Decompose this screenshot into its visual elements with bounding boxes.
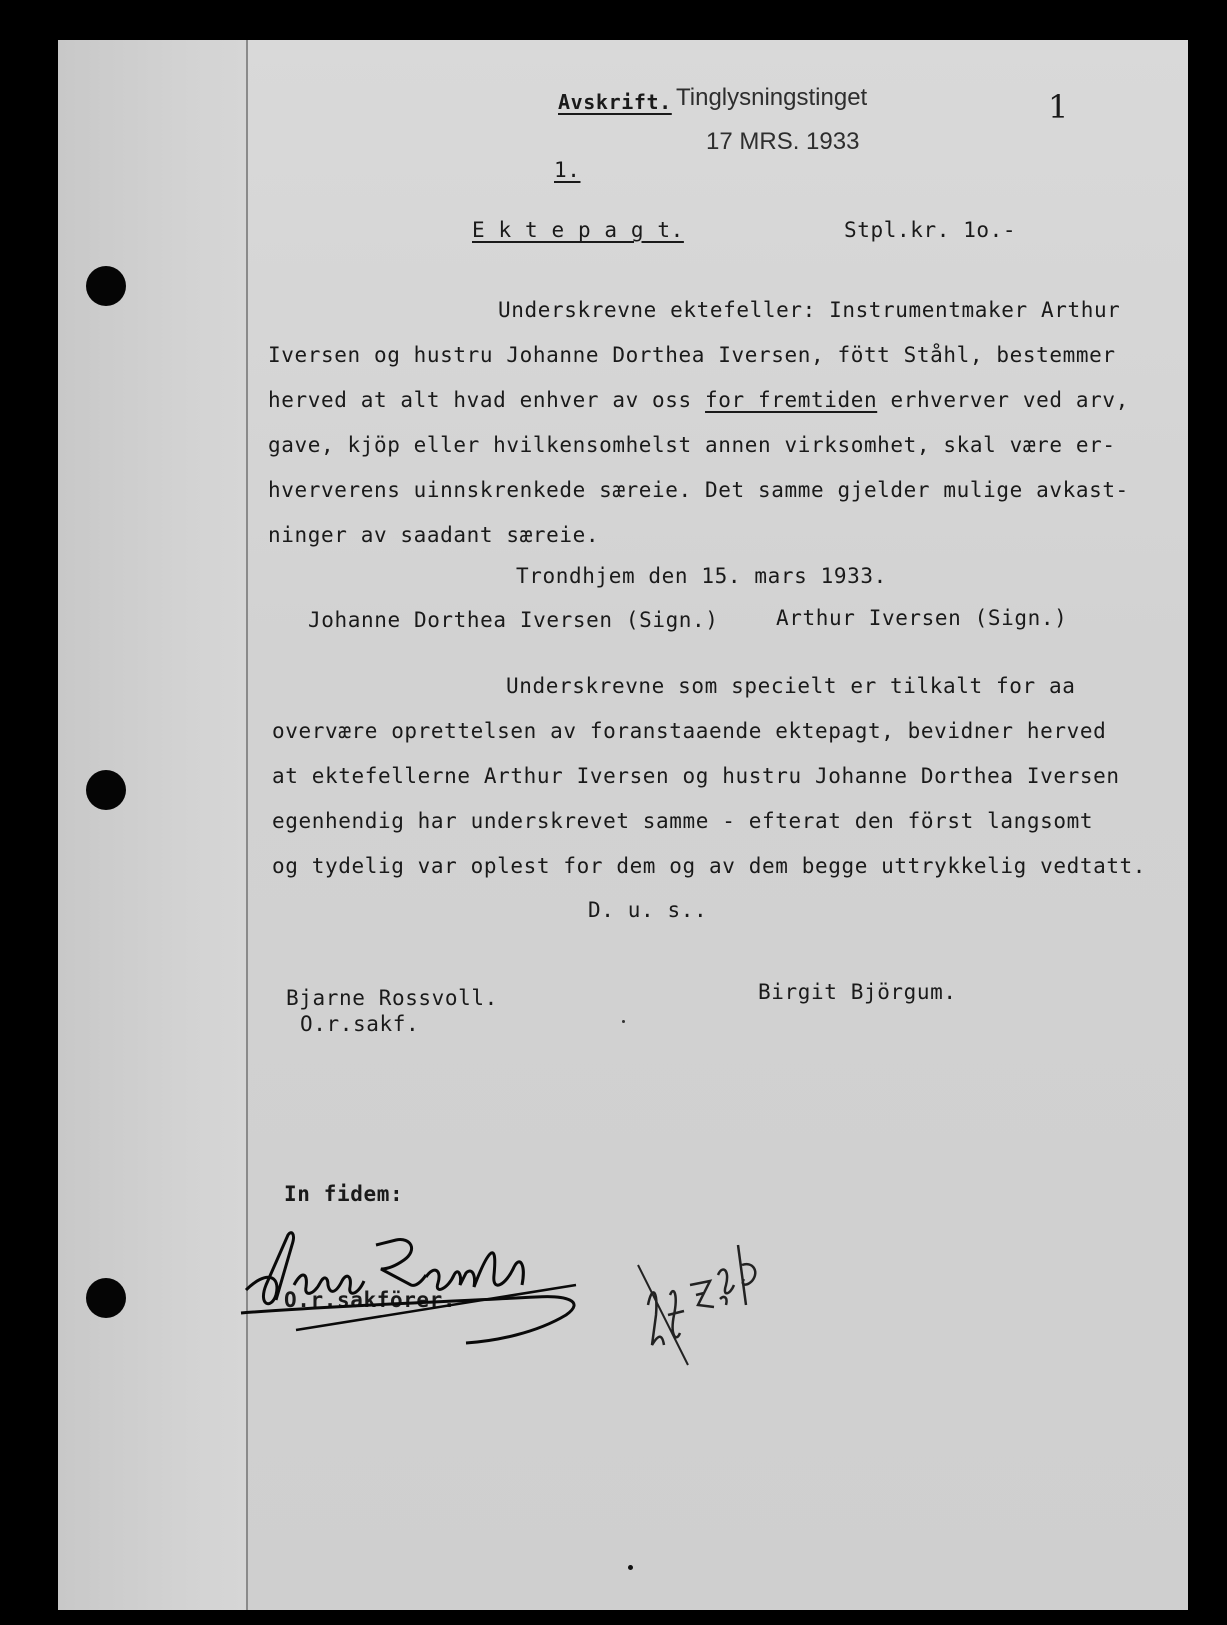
document-page — [58, 40, 1188, 1610]
text-fragment: herved at alt hvad enhver av oss — [268, 388, 706, 412]
signature-right: Arthur Iversen (Sign.) — [776, 606, 1068, 630]
closing-dus: D. u. s.. — [588, 898, 708, 922]
witness-right-name: Birgit Björgum. — [758, 980, 957, 1004]
text-line — [268, 388, 1129, 412]
document-number: 1. — [554, 158, 581, 182]
paragraph-2 — [272, 674, 1172, 914]
handwritten-signature-icon — [236, 1215, 616, 1345]
in-fidem-label: In fidem: — [284, 1182, 404, 1206]
avskrift-label: Avskrift. — [558, 90, 672, 114]
underlined-phrase: for fremtiden — [705, 388, 878, 412]
text-line: at ektefellerne Arthur Iversen og hustru Johanne Dorthea Iversen — [272, 764, 1120, 788]
signer-title: O.r.sakförer. — [284, 1288, 457, 1312]
left-margin — [58, 40, 248, 1610]
text-line: Iversen og hustru Johanne Dorthea Iversen, fött Ståhl, bestemmer — [268, 343, 1116, 367]
punch-hole-icon — [86, 266, 126, 306]
text-line: egenhendig har underskrevet samme - efterat den först langsomt — [272, 809, 1094, 833]
text-line: Underskrevne ektefeller: Instrumentmaker Arthur — [498, 298, 1121, 322]
text-line: Underskrevne som specielt er tilkalt for aa — [506, 674, 1076, 698]
text-line: ninger av saadant særeie. — [268, 523, 600, 547]
page-number: 1 — [1048, 88, 1069, 126]
speck — [628, 1565, 633, 1570]
witness-left-title: O.r.sakf. — [300, 1012, 420, 1036]
document-title: E k t e p a g t. — [472, 218, 684, 242]
paragraph-1 — [268, 298, 1158, 558]
dateline: Trondhjem den 15. mars 1933. — [516, 564, 887, 588]
stamp-office: Tinglysningstinget — [676, 84, 868, 111]
stamp-fee: Stpl.kr. 1o.- — [844, 218, 1017, 242]
stamp-date: 17 MRS. 1933 — [706, 128, 860, 155]
punch-hole-icon — [86, 1278, 126, 1318]
handwritten-note-icon — [618, 1225, 778, 1375]
signature-left: Johanne Dorthea Iversen (Sign.) — [308, 608, 719, 632]
witness-left-name: Bjarne Rossvoll. — [286, 986, 498, 1010]
text-line: gave, kjöp eller hvilkensomhelst annen virksomhet, skal være er- — [268, 433, 1116, 457]
text-fragment: erhverver ved arv, — [890, 388, 1129, 412]
text-line: hververens uinnskrenkede særeie. Det samme gjelder mulige avkast- — [268, 478, 1129, 502]
punch-hole-icon — [86, 770, 126, 810]
text-line: og tydelig var oplest for dem og av dem begge uttrykkelig vedtatt. — [272, 854, 1147, 878]
speck — [622, 1020, 625, 1023]
margin-rule — [246, 40, 248, 1610]
text-line: overvære oprettelsen av foranstaaende ektepagt, bevidner herved — [272, 719, 1107, 743]
